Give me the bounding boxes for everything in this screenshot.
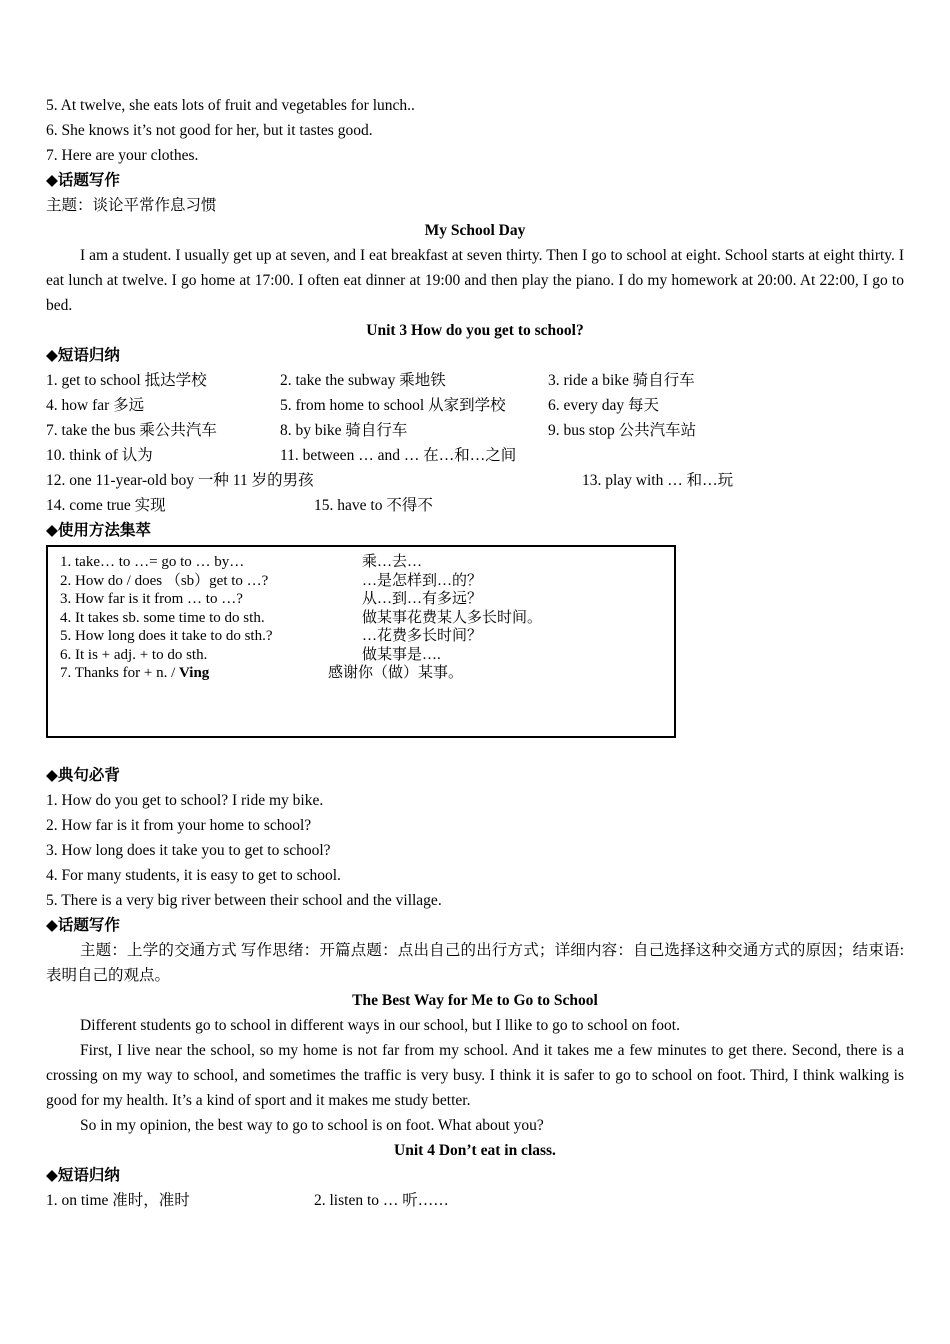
usage-en: 2. How do / does （sb）get to …?: [60, 572, 269, 589]
usage-en: [60, 664, 209, 683]
section-heading: ◆典句必背: [46, 767, 120, 784]
essay-paragraph: So in my opinion, the best way to go to school is on foot. What about you?: [80, 1117, 544, 1134]
usage-cn: …是怎样到…的？: [362, 572, 483, 589]
usage-en: 4. It takes sb. some time to do sth.: [60, 609, 265, 626]
section-heading: ◆使用方法集萃: [46, 522, 151, 539]
usage-en: 1. take… to …= go to … by…: [60, 554, 245, 570]
usage-row: [60, 590, 674, 609]
usage-cn: 做某事是….: [362, 646, 441, 663]
phrase-item: 1. on time 准时，准时: [46, 1192, 190, 1209]
usage-cn: 乘…去…: [362, 554, 423, 570]
phrase-item: 14. come true 实现: [46, 497, 166, 514]
sentence-line: 6. She knows it’s not good for her, but it tastes good.: [46, 122, 373, 139]
phrase-item: 13. play with … 和…玩: [582, 472, 734, 489]
sentence-line: 1. How do you get to school? I ride my bike.: [46, 792, 324, 809]
usage-cn: …花费多长时间？: [362, 628, 483, 644]
phrase-item: 6. every day 每天: [548, 397, 660, 414]
essay-title: The Best Way for Me to Go to School: [352, 992, 598, 1009]
usage-row: [60, 646, 674, 665]
document-page: [46, 93, 904, 1213]
phrase-item: 5. from home to school 从家到学校: [280, 397, 506, 414]
phrase-row: [46, 393, 904, 418]
sentence-line: 2. How far is it from your home to school?: [46, 817, 312, 834]
writing-intro: 主题：上学的交通方式 写作思绪：开篇点题：点出自己的出行方式；详细内容：自己选择这种交通方式的原因；结束语: 表明自己的观点。: [46, 942, 904, 984]
usage-row: [60, 609, 674, 628]
usage-cn: 感谢你（做）某事。: [328, 665, 464, 681]
usage-en: 6. It is + adj. + to do sth.: [60, 646, 208, 663]
phrase-item: 7. take the bus 乘公共汽车: [46, 422, 217, 439]
sentence-line: 3. How long does it take you to get to school?: [46, 842, 331, 859]
section-heading: ◆短语归纳: [46, 347, 120, 364]
phrase-row: [46, 368, 904, 393]
unit-title: Unit 3 How do you get to school?: [366, 322, 584, 339]
phrase-item: 11. between … and … 在…和…之间: [280, 447, 517, 464]
usage-cn: 从…到…有多远？: [362, 591, 483, 607]
usage-en: 5. How long does it take to do sth.?: [60, 628, 273, 644]
phrase-row: [46, 1188, 904, 1213]
phrase-item: 4. how far 多远: [46, 397, 145, 414]
sentence-line: 5. There is a very big river between their school and the village.: [46, 892, 442, 909]
usage-en-bold: Ving: [179, 665, 210, 681]
usage-row: [60, 627, 674, 646]
usage-box: [46, 545, 676, 738]
usage-en: 3. How far is it from … to …?: [60, 591, 243, 607]
unit-title: Unit 4 Don’t eat in class.: [394, 1142, 556, 1159]
sentence-line: 5. At twelve, she eats lots of fruit and vegetables for lunch..: [46, 97, 415, 114]
section-heading: ◆话题写作: [46, 917, 120, 934]
essay-paragraph: First, I live near the school, so my home is not far from my school. And it takes me a few minutes to get there. Second, there is a crossing on my way to school, and sometimes the traffic is very busy. I think it is safer to go to school on foot. Third, I think walking is good for my health. It’s a kind of sport and it makes me study better.: [46, 1042, 904, 1109]
usage-en-text: 7. Thanks for + n. /: [60, 665, 180, 681]
section-heading: ◆短语归纳: [46, 1167, 120, 1184]
essay-paragraph: I am a student. I usually get up at seven, and I eat breakfast at seven thirty. Then I go to school at eight. School starts at eight thirty. I eat lunch at twelve. I go home at 17:00. I often eat dinner at 19:00 and then play the piano. I do my homework at 20:00. At 22:00, I go to bed.: [46, 247, 904, 314]
usage-row: [60, 572, 674, 591]
essay-title: My School Day: [424, 222, 526, 239]
writing-theme: 主题：谈论平常作息习惯: [46, 197, 217, 214]
phrase-row: [46, 418, 904, 443]
phrase-row: [46, 468, 904, 493]
essay-paragraph: Different students go to school in different ways in our school, but I llike to go to school on foot.: [80, 1017, 680, 1034]
phrase-row: [46, 493, 904, 518]
phrase-row: [46, 443, 904, 468]
usage-row: [60, 553, 674, 572]
usage-cn: 做某事花费某人多长时间。: [362, 609, 543, 626]
phrase-item: 3. ride a bike 骑自行车: [548, 372, 695, 389]
phrase-item: 15. have to 不得不: [314, 497, 433, 514]
section-heading: ◆话题写作: [46, 172, 120, 189]
phrase-item: 12. one 11-year-old boy 一种 11 岁的男孩: [46, 472, 314, 489]
phrase-item: 2. listen to … 听……: [314, 1192, 449, 1209]
phrase-item: 8. by bike 骑自行车: [280, 422, 408, 439]
phrase-item: 2. take the subway 乘地铁: [280, 372, 446, 389]
phrase-item: 1. get to school 抵达学校: [46, 372, 207, 389]
sentence-line: 7. Here are your clothes.: [46, 147, 199, 164]
sentence-line: 4. For many students, it is easy to get to school.: [46, 867, 341, 884]
phrase-item: 10. think of 认为: [46, 447, 153, 464]
usage-row: [60, 664, 674, 683]
phrase-item: 9. bus stop 公共汽车站: [548, 422, 697, 439]
